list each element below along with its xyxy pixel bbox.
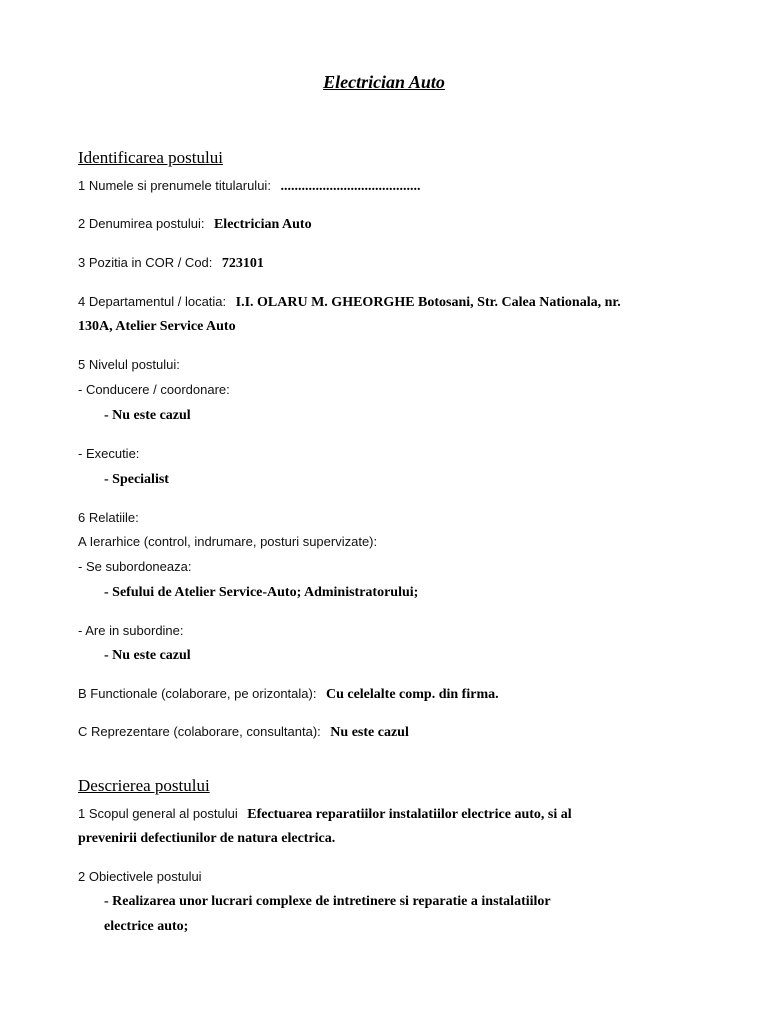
field-6-subordoneaza [78, 559, 191, 576]
field-6-label [78, 510, 139, 527]
field-5-conducere-label: - Conducere / coordonare: [78, 382, 230, 397]
field-5-label-text: 5 Nivelul postului: [78, 357, 180, 372]
section-heading-identification: Identificarea postului [78, 148, 223, 167]
field-1-label: 1 Numele si prenumele titularului: [78, 178, 271, 193]
field-3-value: 723101 [221, 256, 264, 271]
field-1-value: ........................................ [280, 179, 421, 194]
field-6-c-label: C Reprezentare (colaborare, consultanta): [78, 724, 321, 739]
field-2-value: Electrician Auto [213, 217, 312, 232]
field-6-a [78, 534, 377, 551]
field-6-subordoneaza-label: - Se subordoneaza: [78, 559, 192, 574]
description-1-label: 1 Scopul general al postului [78, 806, 238, 821]
field-3 [78, 255, 264, 272]
field-4-label: 4 Departamentul / locatia: [78, 294, 227, 309]
field-6-c-value: Nu este cazul [330, 725, 409, 740]
field-6-b [78, 686, 499, 703]
field-3-label: 3 Pozitia in COR / Cod: [78, 255, 213, 270]
field-2-label: 2 Denumirea postului: [78, 216, 205, 231]
description-2-value-line1: - Realizarea unor lucrari complexe de intretinere si reparatie a instalatiilor [104, 894, 551, 909]
field-6-c [78, 724, 409, 741]
field-4-value-line1: I.I. OLARU M. GHEORGHE Botosani, Str. Calea Nationala, nr. [235, 295, 621, 310]
description-1 [78, 806, 572, 823]
description-1-value-line1: Efectuarea reparatiilor instalatiilor electrice auto, si al [247, 807, 572, 822]
field-4-value-line2: 130A, Atelier Service Auto [78, 319, 236, 334]
field-5-executie [78, 446, 139, 463]
document-title: Electrician Auto [323, 72, 445, 92]
field-5-executie-label: - Executie: [78, 446, 140, 461]
description-2-value-line2: electrice auto; [104, 919, 189, 934]
field-5-executie-value: - Specialist [104, 472, 169, 487]
field-4 [78, 294, 621, 311]
field-6-b-value: Cu celelalte comp. din firma. [325, 687, 499, 702]
field-1 [78, 178, 420, 195]
field-6-subordine-label: - Are in subordine: [78, 623, 184, 638]
field-6-b-label: B Functionale (colaborare, pe orizontala): [78, 686, 317, 701]
field-6-subordine [78, 623, 184, 640]
field-2 [78, 216, 312, 233]
description-2 [78, 869, 202, 886]
field-5-conducere-value: - Nu este cazul [104, 408, 191, 423]
description-1-value-line2: prevenirii defectiunilor de natura electrica. [78, 831, 336, 846]
section-heading-description: Descrierea postului [78, 776, 210, 795]
field-6-label-text: 6 Relatiile: [78, 510, 139, 525]
description-2-label: 2 Obiectivele postului [78, 869, 202, 884]
field-6-a-label: A Ierarhice (control, indrumare, posturi supervizate): [78, 534, 378, 549]
field-5-conducere [78, 382, 230, 399]
field-6-subordine-value: - Nu este cazul [104, 648, 191, 663]
field-6-subordoneaza-value: - Sefului de Atelier Service-Auto; Administratorului; [104, 585, 419, 600]
field-5-label [78, 357, 180, 374]
